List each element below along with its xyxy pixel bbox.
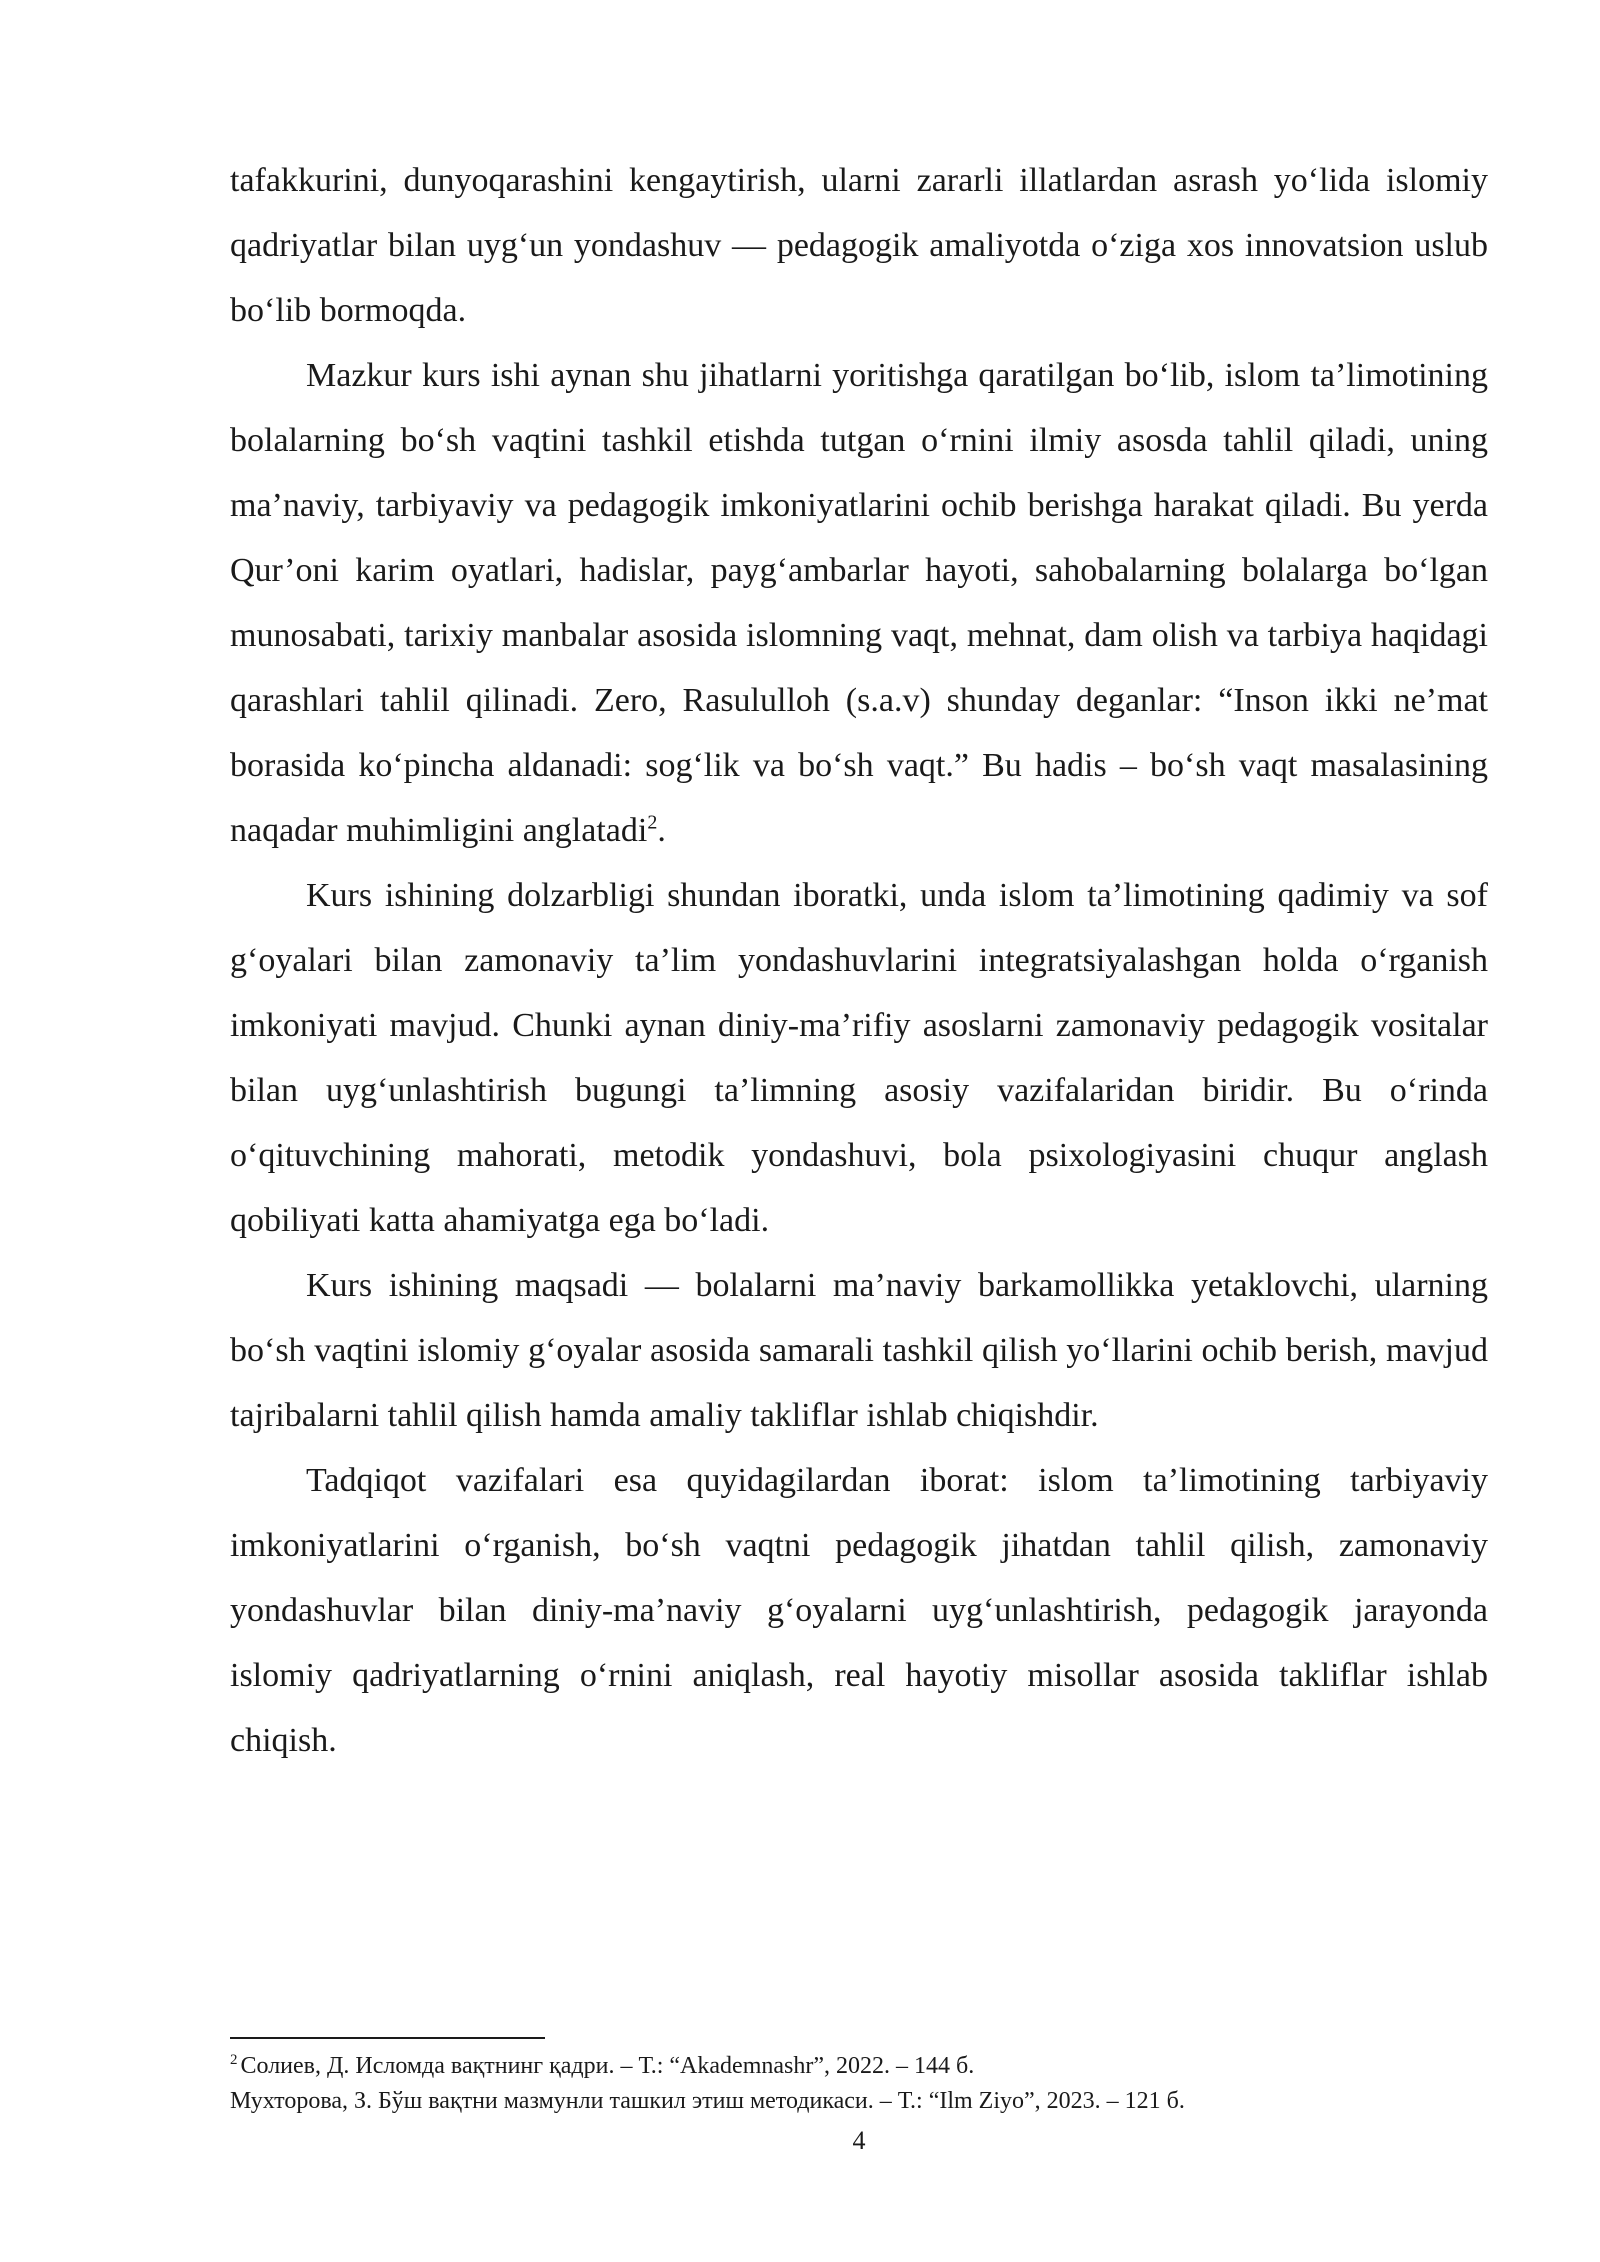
paragraph-continuation: [230, 148, 1488, 343]
footnote-text: Солиев, Д. Исломда вақтнинг қадри. – Т.: “Akademnashr”, 2022. – 144 б.: [240, 2053, 975, 2079]
footnote-reference[interactable]: 2: [647, 811, 658, 834]
footnote-text: Мухторова, З. Бўш вақтни мазмунли ташкил этиш методикаси. – Т.: “Ilm Ziyo”, 2023. – 121 б.: [230, 2088, 1185, 2114]
paragraph-relevance: [230, 863, 1488, 1253]
footnote-marker: 2: [230, 2052, 238, 2068]
paragraph-course-overview: [230, 343, 1488, 863]
paragraph-text: Tadqiqot vazifalari esa quyidagilardan iborat: islom ta’limotining tarbiyaviy imkoniyatlarini o‘rganish, bo‘sh vaqtni pedagogik jihatdan tahlil qilish, zamonaviy yondashuvlar bilan diniy-ma’naviy g‘oyalarni uyg‘unlashtirish, pedagogik jarayonda islomiy qadriyatlarning o‘rnini aniqlash, real hayotiy misollar asosida takliflar ishlab chiqish.: [230, 1462, 1488, 1759]
footnotes: [230, 2049, 1530, 2119]
footnote-item: [230, 2084, 1530, 2119]
paragraph-text: Kurs ishining dolzarbligi shundan iboratki, unda islom ta’limotining qadimiy va sof g‘oyalari bilan zamonaviy ta’lim yondashuvlarini integratsiyalashgan holda o‘rganish imkoniyati mavjud. Chunki aynan diniy-ma’rifiy asoslarni zamonaviy pedagogik vositalar bilan uyg‘unlashtirish bugungi ta’limning asosiy vazifalaridan biridir. Bu o‘rinda o‘qituvchining mahorati, metodik yondashuvi, bola psixologiyasini chuqur anglash qobiliyati katta ahamiyatga ega bo‘ladi.: [230, 877, 1488, 1239]
paragraph-tasks: [230, 1448, 1488, 1773]
footnote-separator: [230, 2037, 545, 2039]
page-number: 4: [852, 2126, 866, 2155]
paragraph-text: tafakkurini, dunyoqarashini kengaytirish, ularni zararli illatlardan asrash yo‘lida islomiy qadriyatlar bilan uyg‘un yondashuv — pedagogik amaliyotda o‘ziga xos innovatsion uslub bo‘lib bormoqda.: [230, 162, 1488, 329]
paragraph-text-tail: .: [657, 812, 666, 849]
paragraph-goal: [230, 1253, 1488, 1448]
paragraph-text: Kurs ishining maqsadi — bolalarni ma’naviy barkamollikka yetaklovchi, ularning bo‘sh vaqtini islomiy g‘oyalar asosida samarali tashkil qilish yo‘llarini ochib berish, mavjud tajribalarni tahlil qilish hamda amaliy takliflar ishlab chiqishdir.: [230, 1267, 1488, 1434]
paragraph-text: Mazkur kurs ishi aynan shu jihatlarni yoritishga qaratilgan bo‘lib, islom ta’limotining bolalarning bo‘sh vaqtini tashkil etishda tutgan o‘rnini ilmiy asosda tahlil qiladi, uning ma’naviy, tarbiyaviy va pedagogik imkoniyatlarini ochib berishga harakat qiladi. Bu yerda Qur’oni karim oyatlari, hadislar, payg‘ambarlar hayoti, sahobalarning bolalarga bo‘lgan munosabati, tarixiy manbalar asosida islomning vaqt, mehnat, dam olish va tarbiya haqidagi qarashlari tahlil qilinadi. Zero, Rasululloh (s.a.v) shunday deganlar: “Inson ikki ne’mat borasida ko‘pincha aldanadi: sog‘lik va bo‘sh vaqt.” Bu hadis – bo‘sh vaqt masalasining naqadar muhimligini anglatadi: [230, 357, 1488, 849]
footnote-item: [230, 2049, 1530, 2084]
body-text: [230, 148, 1488, 1773]
